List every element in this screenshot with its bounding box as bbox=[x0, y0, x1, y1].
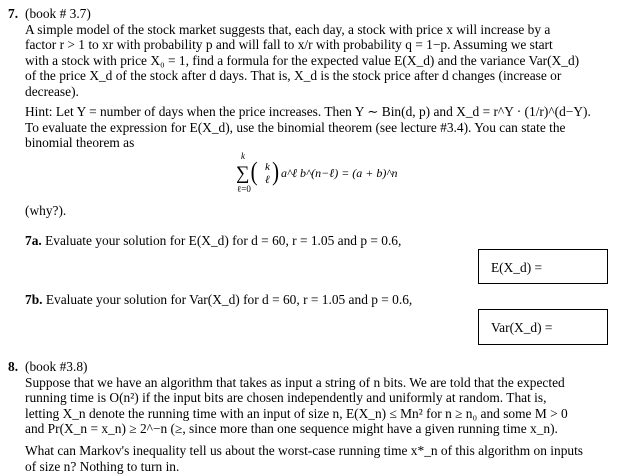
problem-8-question-line: What can Markov's inequality tell us about the worst-case running time x*_n of this algorithm on inputs bbox=[25, 443, 584, 458]
why-text: (why?). bbox=[25, 203, 67, 218]
part-7b-label: 7b. bbox=[25, 292, 43, 307]
answer-7b-label: Var(X_d) = bbox=[491, 320, 553, 335]
problem-8-question-line: of size n? Nothing to turn in. bbox=[25, 458, 180, 474]
binomial-theorem-formula bbox=[237, 152, 397, 196]
binom-left-paren: ( bbox=[250, 157, 258, 187]
problem-8-body bbox=[25, 359, 617, 437]
problem-8-line: running time is O(n²) if the input bits are chosen independently and uniformly at random. That is, bbox=[25, 390, 547, 405]
problem-8-header: (book #3.8) bbox=[25, 359, 88, 374]
problem-7-line: decrease). bbox=[25, 83, 79, 99]
answer-box-7a[interactable] bbox=[478, 249, 608, 284]
why-note bbox=[25, 203, 617, 219]
binomial-formula-svg bbox=[237, 152, 397, 196]
hint-line: To evaluate the expression for E(X_d), use the binomial theorem (see lecture #3.4). You can state the bbox=[25, 119, 566, 135]
problem-7-line: of the price X_d of the stock after d days. That is, X_d is the stock price after d changes (increase or bbox=[25, 68, 562, 83]
problem-8-number bbox=[8, 359, 18, 375]
sum-upper-limit: k bbox=[241, 152, 245, 161]
problem-8-line: letting X_n denote the running time with an input of size n, E(X_n) ≤ Mn² for n ≥ n₀ and some M > 0 bbox=[25, 405, 568, 421]
binomial-term: a^ℓ b^(n−ℓ) = (a + b)^n bbox=[281, 166, 397, 180]
problem-8-number-text: 8. bbox=[8, 359, 19, 374]
part-7a-label: 7a. bbox=[25, 233, 42, 248]
problem-7-number-text: 7. bbox=[8, 6, 19, 21]
answer-7a-label: E(X_d) = bbox=[491, 260, 543, 275]
answer-box-7b[interactable] bbox=[478, 309, 608, 345]
binom-right-paren: ) bbox=[272, 157, 280, 187]
binom-top: k bbox=[265, 161, 270, 173]
problem-8-line: Suppose that we have an algorithm that takes as input a string of n bits. We are told that the expected bbox=[25, 374, 565, 390]
problem-7-body bbox=[25, 6, 617, 99]
sum-lower-limit: ℓ=0 bbox=[237, 184, 251, 194]
problem-8-question bbox=[25, 443, 617, 474]
part-7a bbox=[25, 233, 617, 249]
part-7b-text: Evaluate your solution for Var(X_d) for d = 60, r = 1.05 and p = 0.6, bbox=[45, 292, 413, 307]
binom-bottom: ℓ bbox=[265, 174, 270, 186]
summation-symbol: ∑ bbox=[237, 163, 250, 184]
part-7b bbox=[25, 292, 617, 308]
part-7a-text: Evaluate your solution for E(X_d) for d = 60, r = 1.05 and p = 0.6, bbox=[45, 233, 402, 248]
problem-7-number bbox=[8, 6, 18, 22]
problem-7-line: A simple model of the stock market suggests that, each day, a stock with price x will increase by a bbox=[25, 21, 551, 37]
problem-7-line: with a stock with price X₀ = 1, find a formula for the expected value E(X_d) and the variance Var(X_d) bbox=[25, 52, 580, 68]
problem-7-line: factor r > 1 to xr with probability p and will fall to x/r with probability q = 1−p. Assuming we start bbox=[25, 37, 553, 52]
problem-7-header: (book # 3.7) bbox=[25, 6, 91, 21]
hint-line: Hint: Let Y = number of days when the price increases. Then Y ∼ Bin(d, p) and X_d = r^Y · (1/r)^(d−Y). bbox=[25, 104, 591, 119]
problem-8-line: and Pr(X_n = x_n) ≥ 2^−n (≥, since more than one sequence might have a given running time x_n). bbox=[25, 421, 558, 436]
hint-line: binomial theorem as bbox=[25, 135, 135, 150]
problem-7-hint bbox=[25, 104, 617, 151]
